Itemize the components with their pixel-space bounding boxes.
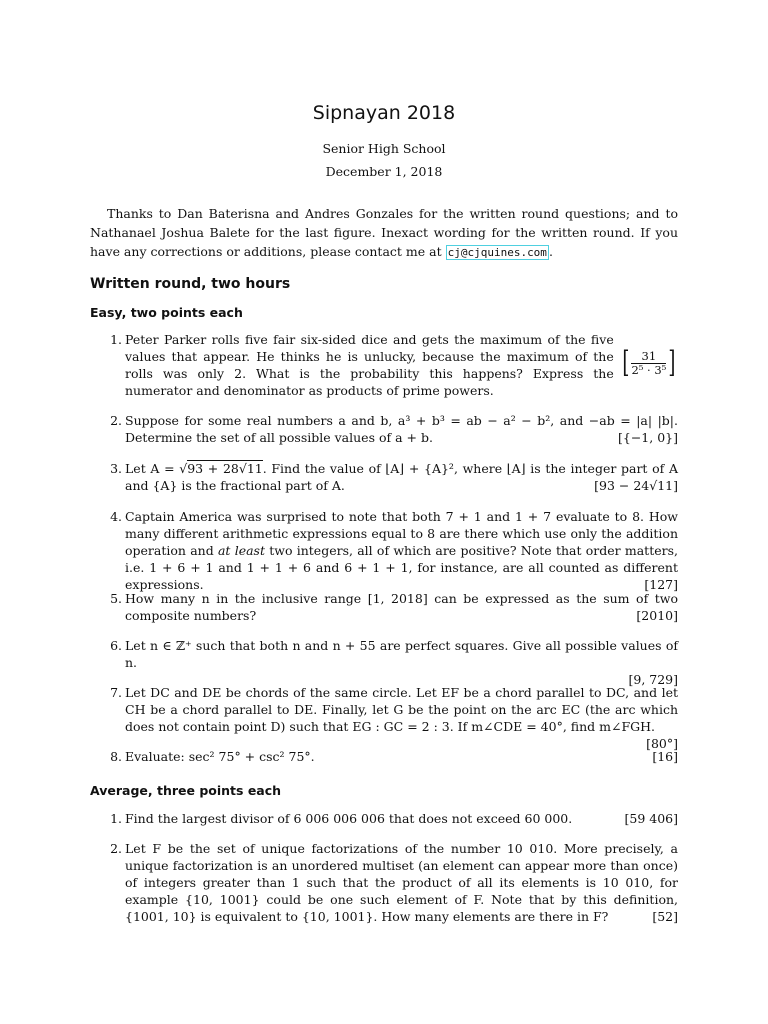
easy-problem-3: 3. Let A = √93 + 28√11. Find the value of ⌊A⌋ + {A}², where ⌊A⌋ is the integer part of A and {A} is the fractional part of A. [93 − 24√11]	[104, 460, 678, 494]
easy-problem-4	[104, 508, 678, 593]
problem-number: 5.	[110, 591, 122, 606]
problem-answer: [93 − 24√11]	[594, 478, 678, 493]
easy-heading: Easy, two points each	[90, 305, 243, 320]
problem-number: 3.	[110, 461, 122, 476]
easy-problem-8	[104, 748, 678, 765]
easy-problem-1	[104, 331, 678, 399]
problem-text: Suppose for some real numbers a and b, a³ + b³ = ab − a² − b², and −ab = |a| |b|. Determine the set of all possible values of a + b.	[125, 413, 678, 445]
average-problem-2	[104, 840, 678, 925]
radicand: 93 + 28√11	[187, 461, 263, 476]
problem-answer: [59 406]	[624, 811, 678, 826]
problem-text-end: . Find the value of ⌊A⌋ + {A}², where ⌊A⌋ is the integer part of A and {A} is the fractional part of A.	[125, 461, 678, 493]
problem-answer: [80°]	[646, 736, 678, 751]
problem-answer: [16]	[652, 749, 678, 764]
email-link[interactable]: cj@cjquines.com	[447, 246, 547, 259]
problem-number: 1.	[110, 811, 122, 826]
page-date: December 1, 2018	[325, 164, 443, 179]
intro-text: Thanks to Dan Baterisna and Andres Gonzales for the written round questions; and to Nathanael Joshua Balete for the last figure. Inexact wording for the written round. If you have any corrections or additions, please contact me at	[90, 206, 678, 259]
problem-number: 7.	[110, 685, 122, 700]
problem-text: How many n in the inclusive range [1, 2018] can be expressed as the sum of two composite numbers?	[125, 591, 678, 623]
problem-answer: [{−1, 0}]	[618, 430, 678, 445]
problem-number: 2.	[110, 841, 122, 856]
problem-number: 2.	[110, 413, 122, 428]
problem-text: Peter Parker rolls five fair six-sided dice and gets the maximum of the five values that appear. He thinks he is unlucky, because the maximum of the rolls was only 2. What is the probability this happens? Express the numerator and denominator as products of prime powers.	[125, 332, 614, 398]
problem-answer: [2010]	[636, 608, 678, 623]
page-title: Sipnayan 2018	[312, 102, 456, 124]
problem-text: Let n ∈ ℤ⁺ such that both n and n + 55 are perfect squares. Give all possible values of n.	[125, 638, 678, 670]
page-subtitle: Senior High School	[322, 141, 446, 156]
emphasis: at least	[217, 543, 265, 558]
problem-number: 8.	[110, 749, 122, 764]
easy-problem-2	[104, 412, 678, 446]
problem-text: Let F be the set of unique factorizations of the number 10 010. More precisely, a unique factorization is an unordered multiset (an element can appear more than once) of integers greater than 1 such that the product of all its elements is 10 010, for example {10, 1001} could be one such element of F. Note that by this definition, {1001, 10} is equivalent to {10, 1001}. How many elements are there in F?	[125, 841, 678, 924]
problem-answer: [52]	[652, 909, 678, 924]
problem-answer: [127]	[644, 577, 678, 592]
problem-text-start: Let A =	[125, 461, 180, 476]
answer-numerator: 31	[631, 350, 666, 364]
easy-problem-7	[104, 684, 678, 752]
problem-number: 4.	[110, 509, 122, 524]
average-problem-1	[104, 810, 678, 827]
easy-problem-6	[104, 637, 678, 688]
problem-number: 1.	[110, 332, 122, 347]
problem-text-start: Captain America was surprised to note that both 7 + 1 and 1 + 7 evaluate to 8. How many different arithmetic expressions equal to 8 are there which use only the addition operation and	[125, 509, 678, 558]
intro-paragraph	[90, 204, 678, 262]
problem-text: Find the largest divisor of 6 006 006 006 that does not exceed 60 000.	[125, 811, 573, 826]
problem-text: Let DC and DE be chords of the same circle. Let EF be a chord parallel to DC, and let CH be a chord parallel to DE. Finally, let G be the point on the arc EC (the arc which does not contain point D) such that EG : GC = 2 : 3. If m∠CDE = 40°, find m∠FGH.	[125, 685, 678, 734]
problem-answer: [ $\frac{31}{\text{2⁵ · 3⁵}}$ ]	[622, 345, 676, 380]
average-heading: Average, three points each	[90, 783, 282, 798]
easy-problem-5	[104, 590, 678, 624]
answer-denominator: 2⁵ · 3⁵	[631, 362, 667, 377]
problem-text: Evaluate: sec² 75° + csc² 75°.	[125, 749, 315, 764]
problem-answer: [9, 729]	[628, 672, 678, 687]
intro-end: .	[548, 244, 553, 259]
problem-number: 6.	[110, 638, 122, 653]
section-heading: Written round, two hours	[90, 276, 291, 292]
problem-text-end: two integers, all of which are positive? Note that order matters, i.e. 1 + 6 + 1 and 1 + 1 + 6 and 6 + 1 + 1, for instance, are all counted as different expressions.	[125, 543, 678, 592]
